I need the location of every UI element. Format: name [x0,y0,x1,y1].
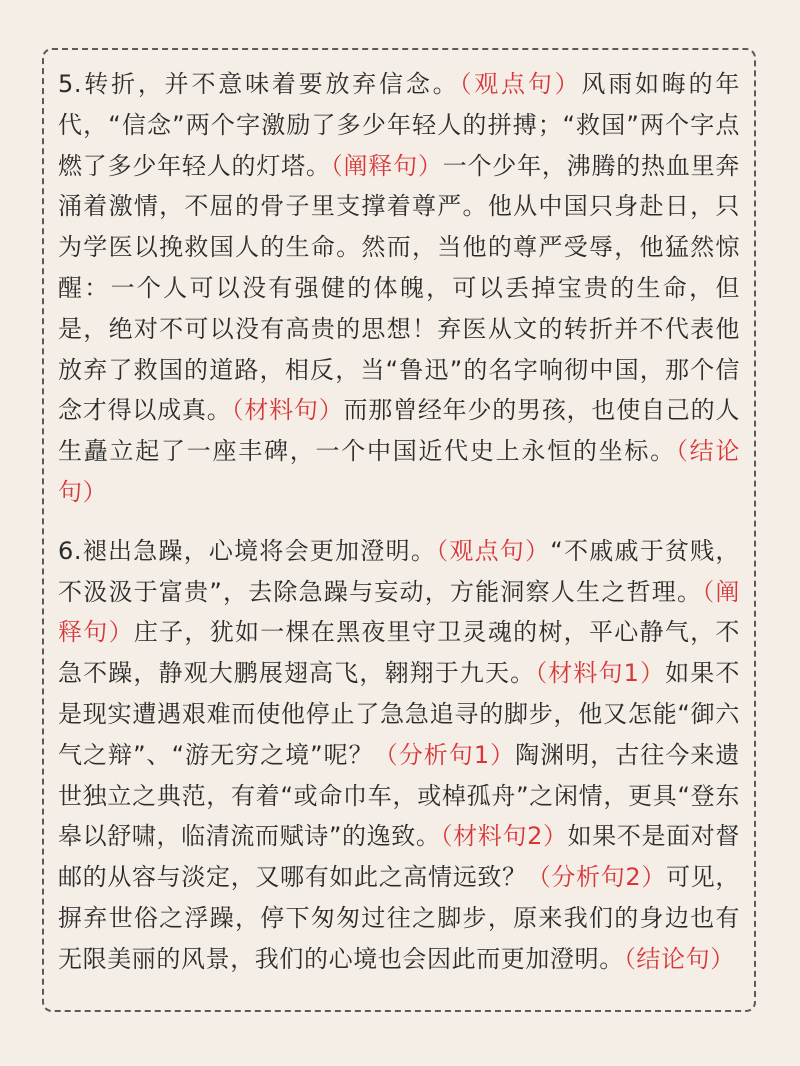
sentence-tag: （阐释句） [330,151,443,180]
sentence-tag: （观点句） [459,70,582,98]
sentence-tag: （阐释句） [58,577,740,647]
paragraph-6 [58,531,740,980]
sentence-tag: （结论句） [58,437,740,506]
paragraph-text: 5.转折，并不意味着要放弃信念。 [58,70,460,98]
paragraph-5 [58,64,740,513]
paragraph-text: 庄子，犹如一棵在黑夜里守卫灵魂的树，平心静气，不急不躁，静观大鹏展翅高飞，翱翔于九天。 [58,618,740,688]
paragraph-text: 如果不是现实遭遇艰难而使他停止了急急追寻的脚步，他又怎能“御六气之辩”、“游无穷之境”呢？ [58,659,740,769]
paragraph-text: 陶渊明，古往今来遗世独立之典范，有着“或命巾车，或棹孤舟”之闲情，更具“登东皋以舒啸，临清流而赋诗”的逸致。 [58,740,741,851]
sentence-tag: （分析句2） [526,863,667,892]
sentence-tag: （材料句2） [440,822,568,851]
sentence-tag: （分析句1） [373,740,516,769]
paragraph-text: 6.褪出急躁，心境将会更加澄明。 [58,536,437,565]
sentence-tag: （材料句） [231,396,344,425]
paragraph-text: 可见，摒弃世俗之浮躁，停下匆匆过往之脚步，原来我们的身边也有无限美丽的风景，我们的心境也会因此而更加澄明。 [58,863,740,973]
paragraph-text: 一个少年，沸腾的热血里奔涌着激情，不屈的骨子里支撑着尊严。他从中国只身赴日，只为学医以挽救国人的生命。然而，当他的尊严受辱，他猛然惊醒：一个人可以没有强健的体魄，可以丢掉宝贵的生命，但是，绝对不可以没有高贵的思想！弃医从文的转折并不代表他放弃了救国的道路，相反，当“鲁迅”的名字响彻中国，那个信念才得以成真。 [58,151,740,425]
sentence-tag: （材料句1） [535,659,666,688]
sentence-tag: （结论句） [623,944,735,973]
paragraph-text: 风雨如晦的年代，“信念”两个字激励了多少年轻人的拼搏；“救国”两个字点燃了多少年轻人的灯塔。 [58,70,740,180]
paragraph-text: 如果不是面对督邮的从容与淡定，又哪有如此之高情远致？ [58,822,740,892]
paragraph-text: 而那曾经年少的男孩，也使自己的人生矗立起了一座丰碑，一个中国近代史上永恒的坐标。 [58,396,740,466]
sentence-tag: （观点句） [436,536,551,565]
content-card [42,48,756,1012]
paragraph-text: “不戚戚于贫贱，不汲汲于富贵”，去除急躁与妄动，方能洞察人生之哲理。 [58,536,741,606]
